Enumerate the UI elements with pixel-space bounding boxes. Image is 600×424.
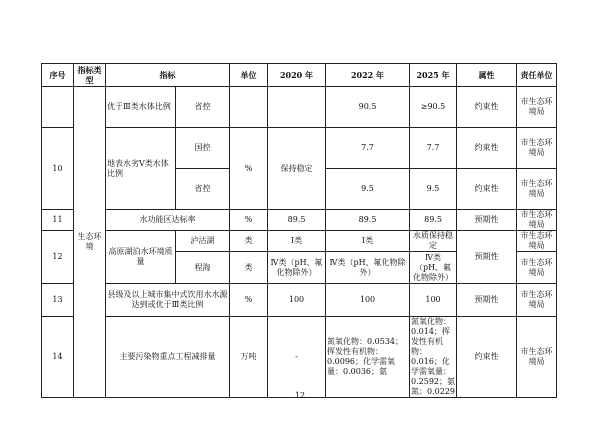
table-header-row — [42, 64, 557, 87]
responsible-unit: 市生态环境局 — [517, 128, 557, 169]
table-row — [42, 128, 557, 169]
responsible-unit: 市生态环境局 — [517, 317, 557, 398]
value-2022: Ⅰ类 — [326, 231, 410, 252]
header-responsible: 责任单位 — [517, 64, 557, 87]
unit-cell: % — [230, 284, 268, 317]
attribute: 预期性 — [457, 231, 517, 284]
indicator-name: 地表水劣Ⅴ类水体比例 — [106, 128, 176, 210]
header-attribute: 属性 — [457, 64, 517, 87]
table-row — [42, 87, 557, 128]
indicator-name: 优于Ⅲ类水体比例 — [106, 87, 176, 128]
value-2025: 7.7 — [410, 128, 457, 169]
attribute: 约束性 — [457, 317, 517, 398]
control-level: 省控 — [176, 87, 230, 128]
unit-cell: 类 — [230, 231, 268, 252]
header-2022: 2022 年 — [326, 64, 410, 87]
page-number: 12 — [294, 391, 306, 400]
attribute: 预期性 — [457, 210, 517, 231]
indicator-name: 主要污染物重点工程减排量 — [106, 317, 230, 398]
indicator-name: 高原湖泊水环境质量 — [106, 231, 176, 284]
value-2020: 保持稳定 — [268, 128, 326, 210]
table-row — [42, 284, 557, 317]
responsible-unit: 市生态环境局 — [517, 231, 557, 252]
header-2020: 2020 年 — [268, 64, 326, 87]
table-row — [42, 210, 557, 231]
unit-cell: % — [230, 210, 268, 231]
value-2020 — [268, 87, 326, 128]
unit-cell: 类 — [230, 252, 268, 284]
value-2020: 89.5 — [268, 210, 326, 231]
control-level: 国控 — [176, 128, 230, 169]
row-no: 10 — [42, 128, 74, 210]
value-2020: 100 — [268, 284, 326, 317]
value-2022: Ⅳ类（pH、氟化物除外） — [326, 252, 410, 284]
lake-name: 泸沽湖 — [176, 231, 230, 252]
value-2020: Ⅰ类 — [268, 231, 326, 252]
header-no: 序号 — [42, 64, 74, 87]
indicator-name: 水功能区达标率 — [106, 210, 230, 231]
responsible-unit: 市生态环境局 — [517, 87, 557, 128]
responsible-unit: 市生态环境局 — [517, 284, 557, 317]
unit-cell: 万吨 — [230, 317, 268, 398]
value-2025: 89.5 — [410, 210, 457, 231]
responsible-unit: 市生态环境局 — [517, 169, 557, 210]
value-2025: 氮氧化物：0.014；挥发性有机物：0.016；化学需氧量：0.2592；氨氮：0.0229 — [411, 317, 456, 396]
responsible-unit: 市生态环境局 — [517, 210, 557, 231]
row-no: 11 — [42, 210, 74, 231]
row-no — [42, 87, 74, 128]
value-2022: 氮氧化物：0.0534；挥发性有机物：0.0096；化学需氧量：0.0036；氨 — [326, 317, 410, 398]
table-row — [42, 231, 557, 252]
value-2022: 90.5 — [326, 87, 410, 128]
indicator-name: 县级及以上城市集中式饮用水水源达到或优于Ⅲ类比例 — [106, 284, 230, 317]
responsible-unit: 市生态环境局 — [517, 252, 557, 284]
header-type: 指标类型 — [74, 64, 106, 87]
value-2025: 9.5 — [410, 169, 457, 210]
row-no: 14 — [42, 317, 74, 398]
value-2020: Ⅳ类（pH、氟化物除外） — [268, 252, 326, 284]
attribute: 约束性 — [457, 128, 517, 169]
value-2025: Ⅳ类（pH、氟化物除外） — [410, 252, 457, 284]
value-2020: - — [268, 317, 326, 398]
value-2025: 100 — [410, 284, 457, 317]
header-unit: 单位 — [230, 64, 268, 87]
attribute: 约束性 — [457, 169, 517, 210]
row-no: 13 — [42, 284, 74, 317]
value-2025: 水质保持稳定 — [410, 231, 457, 252]
attribute: 约束性 — [457, 87, 517, 128]
control-level: 省控 — [176, 169, 230, 210]
header-2025: 2025 年 — [410, 64, 457, 87]
category-cell: 生态环境 — [74, 87, 106, 398]
header-indicator: 指标 — [106, 64, 230, 87]
unit-cell: % — [230, 128, 268, 210]
indicator-table — [41, 63, 557, 398]
table-row — [42, 317, 557, 398]
value-2025: ≥90.5 — [410, 87, 457, 128]
row-no: 12 — [42, 231, 74, 284]
attribute: 预期性 — [457, 284, 517, 317]
value-2022: 100 — [326, 284, 410, 317]
value-2022: 9.5 — [326, 169, 410, 210]
value-2022: 7.7 — [326, 128, 410, 169]
unit-cell — [230, 87, 268, 128]
value-2022: 89.5 — [326, 210, 410, 231]
lake-name: 程海 — [176, 252, 230, 284]
